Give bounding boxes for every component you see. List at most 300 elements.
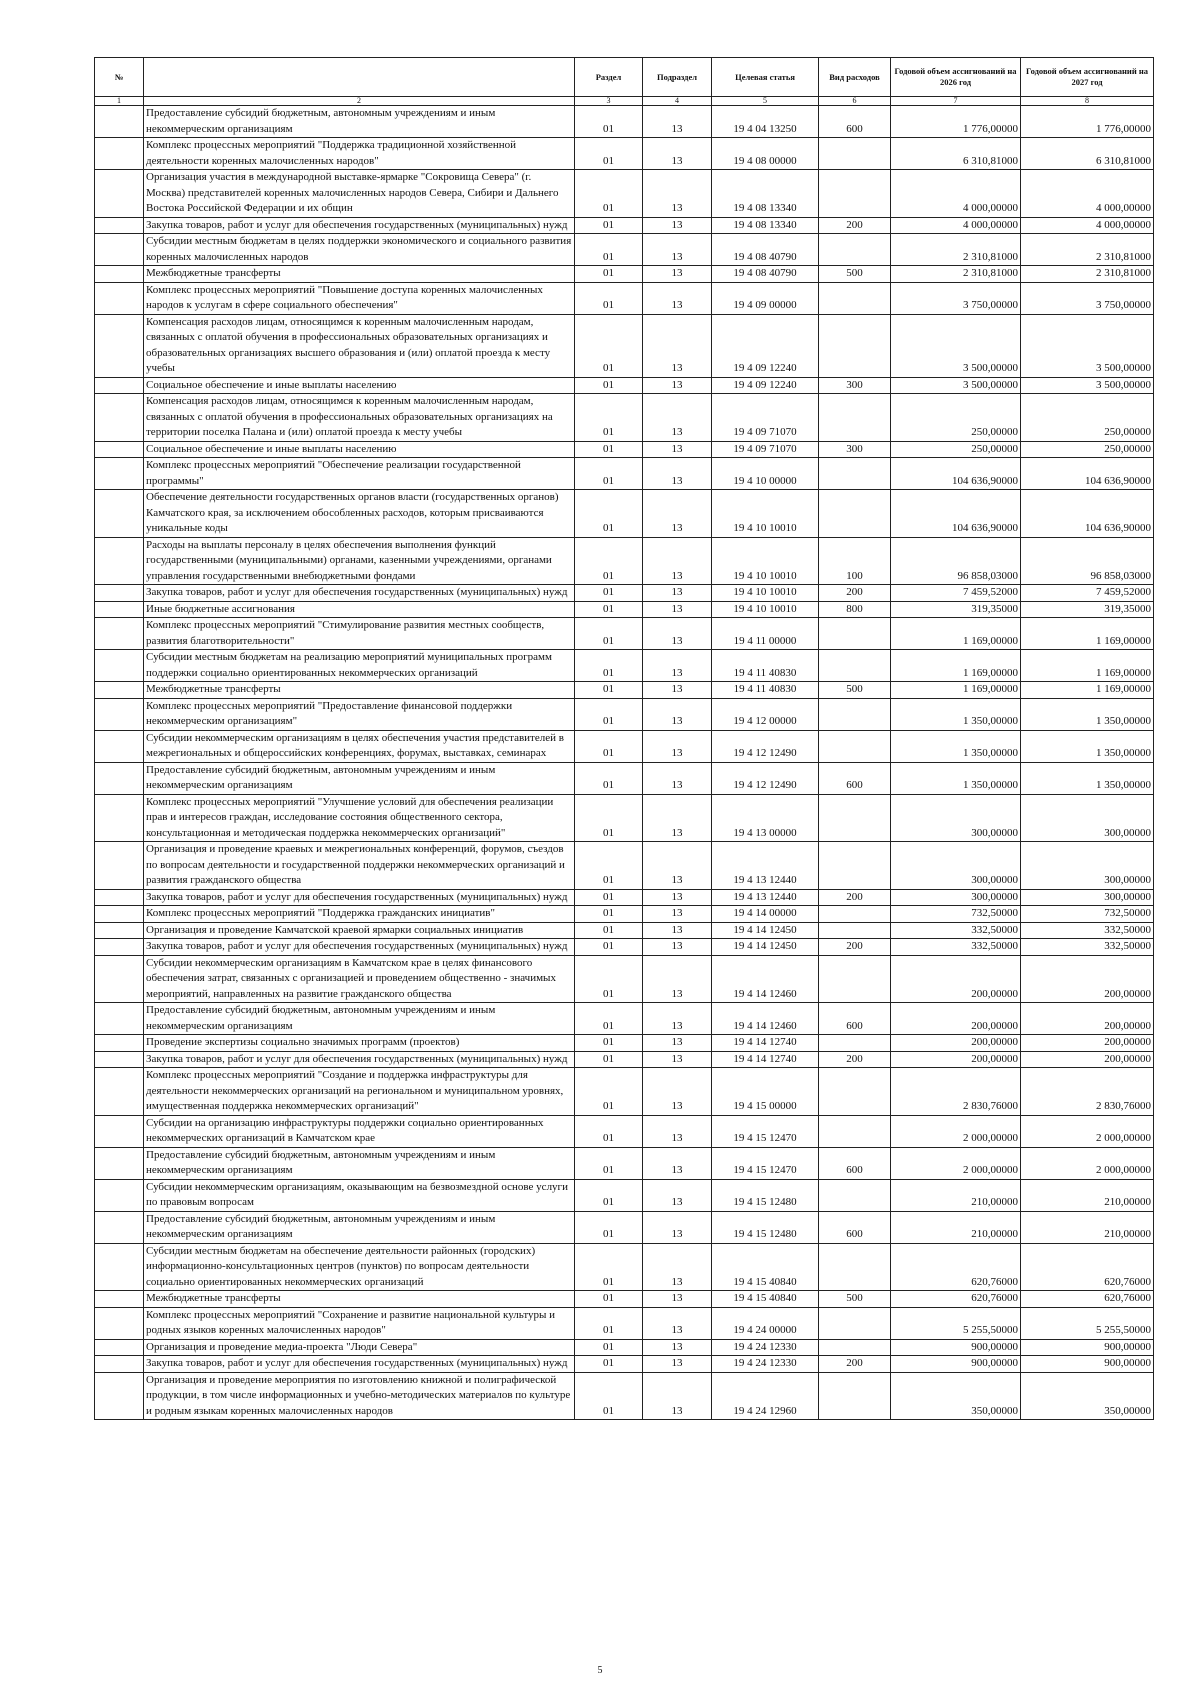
row-number: [95, 618, 144, 650]
row-section: 01: [575, 1243, 643, 1291]
row-target-article: 19 4 04 13250: [712, 106, 819, 138]
row-allocation-2026: 350,00000: [891, 1372, 1021, 1420]
table-row: [95, 730, 1154, 762]
table-row: [95, 1068, 1154, 1116]
row-subsection: 13: [643, 794, 712, 842]
row-allocation-2026: 1 350,00000: [891, 762, 1021, 794]
row-number: [95, 106, 144, 138]
row-section: 01: [575, 1035, 643, 1052]
row-name: Расходы на выплаты персоналу в целях обеспечения выполнения функций государственными (муниципальными) органами, казенными учреждениями, органами управления государственными внебюджетными фондами: [144, 537, 575, 585]
row-target-article: 19 4 08 40790: [712, 234, 819, 266]
row-section: 01: [575, 842, 643, 890]
row-target-article: 19 4 12 12490: [712, 762, 819, 794]
column-number: 7: [891, 97, 1021, 106]
row-section: 01: [575, 939, 643, 956]
row-number: [95, 922, 144, 939]
row-name: Субсидии некоммерческим организациям в Камчатском крае в целях финансового обеспечения затрат, связанных с организацией и проведением общественно - значимых мероприятий, направленных на развитие гражданского общества: [144, 955, 575, 1003]
row-expense-type: 600: [819, 762, 891, 794]
row-target-article: 19 4 24 12960: [712, 1372, 819, 1420]
row-target-article: 19 4 14 12460: [712, 1003, 819, 1035]
table-row: [95, 106, 1154, 138]
row-name: Предоставление субсидий бюджетным, автономным учреждениям и иным некоммерческим организациям: [144, 762, 575, 794]
row-target-article: 19 4 09 12240: [712, 314, 819, 377]
row-allocation-2026: 104 636,90000: [891, 490, 1021, 538]
row-allocation-2026: 319,35000: [891, 601, 1021, 618]
row-name: Закупка товаров, работ и услуг для обеспечения государственных (муниципальных) нужд: [144, 939, 575, 956]
row-name: Закупка товаров, работ и услуг для обеспечения государственных (муниципальных) нужд: [144, 1051, 575, 1068]
row-subsection: 13: [643, 906, 712, 923]
row-name: Субсидии на организацию инфраструктуры поддержки социально ориентированных некоммерческих организаций в Камчатском крае: [144, 1115, 575, 1147]
table-row: [95, 490, 1154, 538]
row-target-article: 19 4 15 12470: [712, 1115, 819, 1147]
row-allocation-2026: 210,00000: [891, 1179, 1021, 1211]
row-allocation-2026: 5 255,50000: [891, 1307, 1021, 1339]
row-expense-type: [819, 618, 891, 650]
row-section: 01: [575, 922, 643, 939]
row-section: 01: [575, 1179, 643, 1211]
row-allocation-2026: 900,00000: [891, 1356, 1021, 1373]
row-section: 01: [575, 762, 643, 794]
row-allocation-2027: 4 000,00000: [1021, 217, 1154, 234]
table-row: [95, 217, 1154, 234]
table-row: [95, 1179, 1154, 1211]
row-number: [95, 441, 144, 458]
row-number: [95, 377, 144, 394]
row-allocation-2026: 2 830,76000: [891, 1068, 1021, 1116]
row-subsection: 13: [643, 650, 712, 682]
row-target-article: 19 4 10 10010: [712, 537, 819, 585]
row-expense-type: 100: [819, 537, 891, 585]
row-expense-type: [819, 906, 891, 923]
column-number: 4: [643, 97, 712, 106]
row-section: 01: [575, 458, 643, 490]
row-section: 01: [575, 217, 643, 234]
row-subsection: 13: [643, 889, 712, 906]
row-allocation-2026: 332,50000: [891, 939, 1021, 956]
row-number: [95, 1243, 144, 1291]
column-number-row: [95, 97, 1154, 106]
row-subsection: 13: [643, 1291, 712, 1308]
row-name: Закупка товаров, работ и услуг для обеспечения государственных (муниципальных) нужд: [144, 585, 575, 602]
row-target-article: 19 4 15 00000: [712, 1068, 819, 1116]
table-row: [95, 762, 1154, 794]
row-name: Организация и проведение медиа-проекта "Люди Севера": [144, 1339, 575, 1356]
row-expense-type: [819, 1307, 891, 1339]
row-allocation-2026: 200,00000: [891, 1051, 1021, 1068]
row-allocation-2026: 620,76000: [891, 1243, 1021, 1291]
row-target-article: 19 4 08 13340: [712, 217, 819, 234]
row-name: Организация и проведение Камчатской краевой ярмарки социальных инициатив: [144, 922, 575, 939]
row-section: 01: [575, 314, 643, 377]
row-allocation-2026: 200,00000: [891, 1035, 1021, 1052]
row-target-article: 19 4 13 12440: [712, 842, 819, 890]
row-target-article: 19 4 15 40840: [712, 1243, 819, 1291]
row-expense-type: [819, 394, 891, 442]
header-target-article: Целевая статья: [712, 58, 819, 97]
row-target-article: 19 4 14 12740: [712, 1051, 819, 1068]
row-subsection: 13: [643, 217, 712, 234]
row-expense-type: 800: [819, 601, 891, 618]
row-subsection: 13: [643, 394, 712, 442]
row-subsection: 13: [643, 282, 712, 314]
row-allocation-2027: 900,00000: [1021, 1356, 1154, 1373]
row-section: 01: [575, 889, 643, 906]
row-name: Субсидии местным бюджетам на обеспечение деятельности районных (городских) информационно-консультационных центров (пунктов) по вопросам деятельности социально ориентированных некоммерческих организаций: [144, 1243, 575, 1291]
row-number: [95, 394, 144, 442]
row-section: 01: [575, 794, 643, 842]
row-subsection: 13: [643, 234, 712, 266]
row-number: [95, 282, 144, 314]
row-allocation-2026: 104 636,90000: [891, 458, 1021, 490]
row-target-article: 19 4 09 12240: [712, 377, 819, 394]
table-row: [95, 282, 1154, 314]
row-expense-type: 500: [819, 1291, 891, 1308]
row-target-article: 19 4 11 40830: [712, 682, 819, 699]
row-name: Организация и проведение краевых и межрегиональных конференций, форумов, съездов по вопросам деятельности и государственной поддержки некоммерческих организаций и развития гражданского общества: [144, 842, 575, 890]
row-subsection: 13: [643, 618, 712, 650]
table-row: [95, 618, 1154, 650]
row-name: Проведение экспертизы социально значимых программ (проектов): [144, 1035, 575, 1052]
row-expense-type: 500: [819, 682, 891, 699]
row-subsection: 13: [643, 1307, 712, 1339]
row-allocation-2027: 104 636,90000: [1021, 490, 1154, 538]
header-expense-type: Вид расходов: [819, 58, 891, 97]
row-allocation-2026: 3 500,00000: [891, 377, 1021, 394]
row-expense-type: 300: [819, 377, 891, 394]
row-subsection: 13: [643, 698, 712, 730]
row-subsection: 13: [643, 1003, 712, 1035]
row-number: [95, 650, 144, 682]
table-row: [95, 1115, 1154, 1147]
row-expense-type: [819, 458, 891, 490]
row-section: 01: [575, 377, 643, 394]
row-number: [95, 762, 144, 794]
row-target-article: 19 4 13 12440: [712, 889, 819, 906]
row-expense-type: 200: [819, 939, 891, 956]
budget-table: [94, 57, 1154, 1420]
row-section: 01: [575, 682, 643, 699]
row-allocation-2026: 3 750,00000: [891, 282, 1021, 314]
row-number: [95, 1307, 144, 1339]
row-name: Предоставление субсидий бюджетным, автономным учреждениям и иным некоммерческим организациям: [144, 1003, 575, 1035]
table-row: [95, 601, 1154, 618]
row-subsection: 13: [643, 377, 712, 394]
row-allocation-2027: 2 000,00000: [1021, 1115, 1154, 1147]
column-number: 6: [819, 97, 891, 106]
row-subsection: 13: [643, 106, 712, 138]
row-allocation-2027: 7 459,52000: [1021, 585, 1154, 602]
row-number: [95, 955, 144, 1003]
row-expense-type: [819, 1035, 891, 1052]
row-name: Предоставление субсидий бюджетным, автономным учреждениям и иным некоммерческим организациям: [144, 106, 575, 138]
row-allocation-2027: 1 350,00000: [1021, 730, 1154, 762]
row-allocation-2026: 96 858,03000: [891, 537, 1021, 585]
row-target-article: 19 4 12 00000: [712, 698, 819, 730]
row-number: [95, 794, 144, 842]
row-expense-type: [819, 1179, 891, 1211]
row-section: 01: [575, 266, 643, 283]
row-expense-type: [819, 1372, 891, 1420]
row-section: 01: [575, 1291, 643, 1308]
row-subsection: 13: [643, 266, 712, 283]
column-number: 1: [95, 97, 144, 106]
row-subsection: 13: [643, 170, 712, 218]
row-subsection: 13: [643, 1115, 712, 1147]
table-row: [95, 314, 1154, 377]
row-subsection: 13: [643, 1068, 712, 1116]
row-subsection: 13: [643, 601, 712, 618]
table-row: [95, 698, 1154, 730]
row-number: [95, 1147, 144, 1179]
row-target-article: 19 4 08 40790: [712, 266, 819, 283]
row-target-article: 19 4 10 10010: [712, 585, 819, 602]
row-section: 01: [575, 955, 643, 1003]
row-allocation-2026: 2 000,00000: [891, 1147, 1021, 1179]
row-subsection: 13: [643, 922, 712, 939]
row-section: 01: [575, 906, 643, 923]
row-target-article: 19 4 12 12490: [712, 730, 819, 762]
row-expense-type: 200: [819, 889, 891, 906]
row-number: [95, 458, 144, 490]
row-expense-type: 600: [819, 106, 891, 138]
row-allocation-2027: 620,76000: [1021, 1291, 1154, 1308]
row-allocation-2027: 300,00000: [1021, 794, 1154, 842]
row-number: [95, 170, 144, 218]
table-row: [95, 939, 1154, 956]
row-section: 01: [575, 585, 643, 602]
row-target-article: 19 4 24 00000: [712, 1307, 819, 1339]
column-number: 3: [575, 97, 643, 106]
row-allocation-2027: 96 858,03000: [1021, 537, 1154, 585]
row-name: Компенсация расходов лицам, относящимся к коренным малочисленным народам, связанных с оплатой обучения в профессиональных образовательных организациях на территории поселка Палана и (или) оплатой проезда к месту учебы: [144, 394, 575, 442]
row-allocation-2027: 300,00000: [1021, 889, 1154, 906]
row-allocation-2026: 250,00000: [891, 394, 1021, 442]
row-name: Социальное обеспечение и иные выплаты населению: [144, 377, 575, 394]
row-allocation-2027: 3 750,00000: [1021, 282, 1154, 314]
row-target-article: 19 4 11 00000: [712, 618, 819, 650]
row-expense-type: 300: [819, 441, 891, 458]
row-number: [95, 889, 144, 906]
row-target-article: 19 4 15 40840: [712, 1291, 819, 1308]
row-target-article: 19 4 14 12740: [712, 1035, 819, 1052]
table-row: [95, 682, 1154, 699]
table-row: [95, 537, 1154, 585]
row-target-article: 19 4 11 40830: [712, 650, 819, 682]
row-allocation-2027: 3 500,00000: [1021, 377, 1154, 394]
row-name: Комплекс процессных мероприятий "Поддержка традиционной хозяйственной деятельности коренных малочисленных народов": [144, 138, 575, 170]
row-allocation-2026: 1 169,00000: [891, 618, 1021, 650]
row-number: [95, 939, 144, 956]
row-section: 01: [575, 1147, 643, 1179]
row-number: [95, 698, 144, 730]
row-expense-type: 500: [819, 266, 891, 283]
row-subsection: 13: [643, 1035, 712, 1052]
row-number: [95, 266, 144, 283]
row-allocation-2026: 332,50000: [891, 922, 1021, 939]
table-body: [95, 106, 1154, 1420]
row-allocation-2026: 300,00000: [891, 889, 1021, 906]
row-section: 01: [575, 1003, 643, 1035]
row-subsection: 13: [643, 762, 712, 794]
header-number: №: [95, 58, 144, 97]
table-row: [95, 1035, 1154, 1052]
row-allocation-2026: 2 310,81000: [891, 266, 1021, 283]
row-subsection: 13: [643, 441, 712, 458]
table-row: [95, 138, 1154, 170]
row-name: Межбюджетные трансферты: [144, 1291, 575, 1308]
row-allocation-2027: 2 830,76000: [1021, 1068, 1154, 1116]
row-subsection: 13: [643, 138, 712, 170]
row-allocation-2027: 2 000,00000: [1021, 1147, 1154, 1179]
table-row: [95, 1243, 1154, 1291]
row-allocation-2026: 1 350,00000: [891, 698, 1021, 730]
row-name: Комплекс процессных мероприятий "Поддержка гражданских инициатив": [144, 906, 575, 923]
row-section: 01: [575, 170, 643, 218]
row-allocation-2027: 1 776,00000: [1021, 106, 1154, 138]
row-target-article: 19 4 14 12450: [712, 939, 819, 956]
table-row: [95, 1307, 1154, 1339]
row-name: Субсидии некоммерческим организациям в целях обеспечения участия представителей в межрегиональных и общероссийских конференциях, форумах, выставках, семинарах: [144, 730, 575, 762]
row-allocation-2026: 200,00000: [891, 955, 1021, 1003]
row-allocation-2027: 1 169,00000: [1021, 618, 1154, 650]
header-allocation-2026: Годовой объем ассигнований на 2026 год: [891, 58, 1021, 97]
row-name: Субсидии местным бюджетам в целях поддержки экономического и социального развития коренных малочисленных народов: [144, 234, 575, 266]
header-allocation-2027: Годовой объем ассигнований на 2027 год: [1021, 58, 1154, 97]
row-number: [95, 138, 144, 170]
row-allocation-2026: 250,00000: [891, 441, 1021, 458]
row-allocation-2026: 3 500,00000: [891, 314, 1021, 377]
table-row: [95, 1051, 1154, 1068]
row-section: 01: [575, 698, 643, 730]
row-number: [95, 490, 144, 538]
row-expense-type: [819, 282, 891, 314]
table-row: [95, 458, 1154, 490]
row-allocation-2027: 1 169,00000: [1021, 650, 1154, 682]
row-number: [95, 730, 144, 762]
row-target-article: 19 4 10 10010: [712, 601, 819, 618]
row-allocation-2027: 620,76000: [1021, 1243, 1154, 1291]
row-expense-type: [819, 138, 891, 170]
row-section: 01: [575, 618, 643, 650]
row-expense-type: [819, 1339, 891, 1356]
table-row: [95, 650, 1154, 682]
row-target-article: 19 4 08 13340: [712, 170, 819, 218]
row-target-article: 19 4 24 12330: [712, 1356, 819, 1373]
row-section: 01: [575, 1356, 643, 1373]
row-target-article: 19 4 15 12480: [712, 1211, 819, 1243]
row-allocation-2026: 1 169,00000: [891, 650, 1021, 682]
row-subsection: 13: [643, 1356, 712, 1373]
table-row: [95, 234, 1154, 266]
row-allocation-2026: 300,00000: [891, 794, 1021, 842]
row-number: [95, 1339, 144, 1356]
row-name: Межбюджетные трансферты: [144, 266, 575, 283]
row-allocation-2026: 6 310,81000: [891, 138, 1021, 170]
row-name: Организация и проведение мероприятия по изготовлению книжной и полиграфической продукции, в том числе информационных и учебно-методических материалов по культуре и родным языкам коренных малочисленных народов: [144, 1372, 575, 1420]
row-target-article: 19 4 08 00000: [712, 138, 819, 170]
row-subsection: 13: [643, 458, 712, 490]
row-expense-type: [819, 794, 891, 842]
row-expense-type: [819, 955, 891, 1003]
row-name: Компенсация расходов лицам, относящимся к коренным малочисленным народам, связанных с оплатой обучения в профессиональных образовательных организациях и образовательных организациях высшего образования и (или) оплатой проезда к месту учебы: [144, 314, 575, 377]
header-subsection: Подраздел: [643, 58, 712, 97]
row-subsection: 13: [643, 1179, 712, 1211]
row-section: 01: [575, 106, 643, 138]
row-allocation-2026: 300,00000: [891, 842, 1021, 890]
row-target-article: 19 4 14 00000: [712, 906, 819, 923]
row-name: Комплекс процессных мероприятий "Повышение доступа коренных малочисленных народов к услугам в сфере социального обеспечения": [144, 282, 575, 314]
row-expense-type: 200: [819, 585, 891, 602]
row-target-article: 19 4 09 00000: [712, 282, 819, 314]
row-allocation-2027: 200,00000: [1021, 955, 1154, 1003]
row-expense-type: [819, 1115, 891, 1147]
row-expense-type: [819, 314, 891, 377]
row-allocation-2026: 1 350,00000: [891, 730, 1021, 762]
row-section: 01: [575, 282, 643, 314]
header-name: [144, 58, 575, 97]
row-number: [95, 1003, 144, 1035]
row-name: Субсидии местным бюджетам на реализацию мероприятий муниципальных программ поддержки социально ориентированных некоммерческих организаций: [144, 650, 575, 682]
row-name: Закупка товаров, работ и услуг для обеспечения государственных (муниципальных) нужд: [144, 217, 575, 234]
table-row: [95, 441, 1154, 458]
row-subsection: 13: [643, 1051, 712, 1068]
row-allocation-2027: 319,35000: [1021, 601, 1154, 618]
row-section: 01: [575, 1115, 643, 1147]
row-expense-type: [819, 234, 891, 266]
row-allocation-2027: 1 169,00000: [1021, 682, 1154, 699]
row-number: [95, 1179, 144, 1211]
row-target-article: 19 4 10 10010: [712, 490, 819, 538]
row-expense-type: 600: [819, 1147, 891, 1179]
row-expense-type: [819, 842, 891, 890]
row-allocation-2027: 350,00000: [1021, 1372, 1154, 1420]
table-row: [95, 1211, 1154, 1243]
row-number: [95, 217, 144, 234]
table-row: [95, 1003, 1154, 1035]
table-row: [95, 1372, 1154, 1420]
row-section: 01: [575, 1068, 643, 1116]
row-allocation-2027: 250,00000: [1021, 394, 1154, 442]
page-number: 5: [597, 1665, 603, 1676]
row-subsection: 13: [643, 314, 712, 377]
row-number: [95, 906, 144, 923]
row-name: Комплекс процессных мероприятий "Предоставление финансовой поддержки некоммерческим организациям": [144, 698, 575, 730]
row-section: 01: [575, 601, 643, 618]
row-number: [95, 1115, 144, 1147]
row-name: Комплекс процессных мероприятий "Стимулирование развития местных сообществ, развития благотворительности": [144, 618, 575, 650]
row-subsection: 13: [643, 1147, 712, 1179]
row-section: 01: [575, 1307, 643, 1339]
row-section: 01: [575, 394, 643, 442]
row-number: [95, 234, 144, 266]
row-name: Межбюджетные трансферты: [144, 682, 575, 699]
header-row: [95, 58, 1154, 97]
row-subsection: 13: [643, 1339, 712, 1356]
row-number: [95, 1372, 144, 1420]
row-section: 01: [575, 1051, 643, 1068]
row-allocation-2027: 250,00000: [1021, 441, 1154, 458]
row-subsection: 13: [643, 730, 712, 762]
table-row: [95, 794, 1154, 842]
row-expense-type: [819, 650, 891, 682]
table-row: [95, 1356, 1154, 1373]
row-subsection: 13: [643, 490, 712, 538]
row-expense-type: 200: [819, 1356, 891, 1373]
table-row: [95, 266, 1154, 283]
table-row: [95, 889, 1154, 906]
table-row: [95, 1291, 1154, 1308]
row-expense-type: 200: [819, 217, 891, 234]
